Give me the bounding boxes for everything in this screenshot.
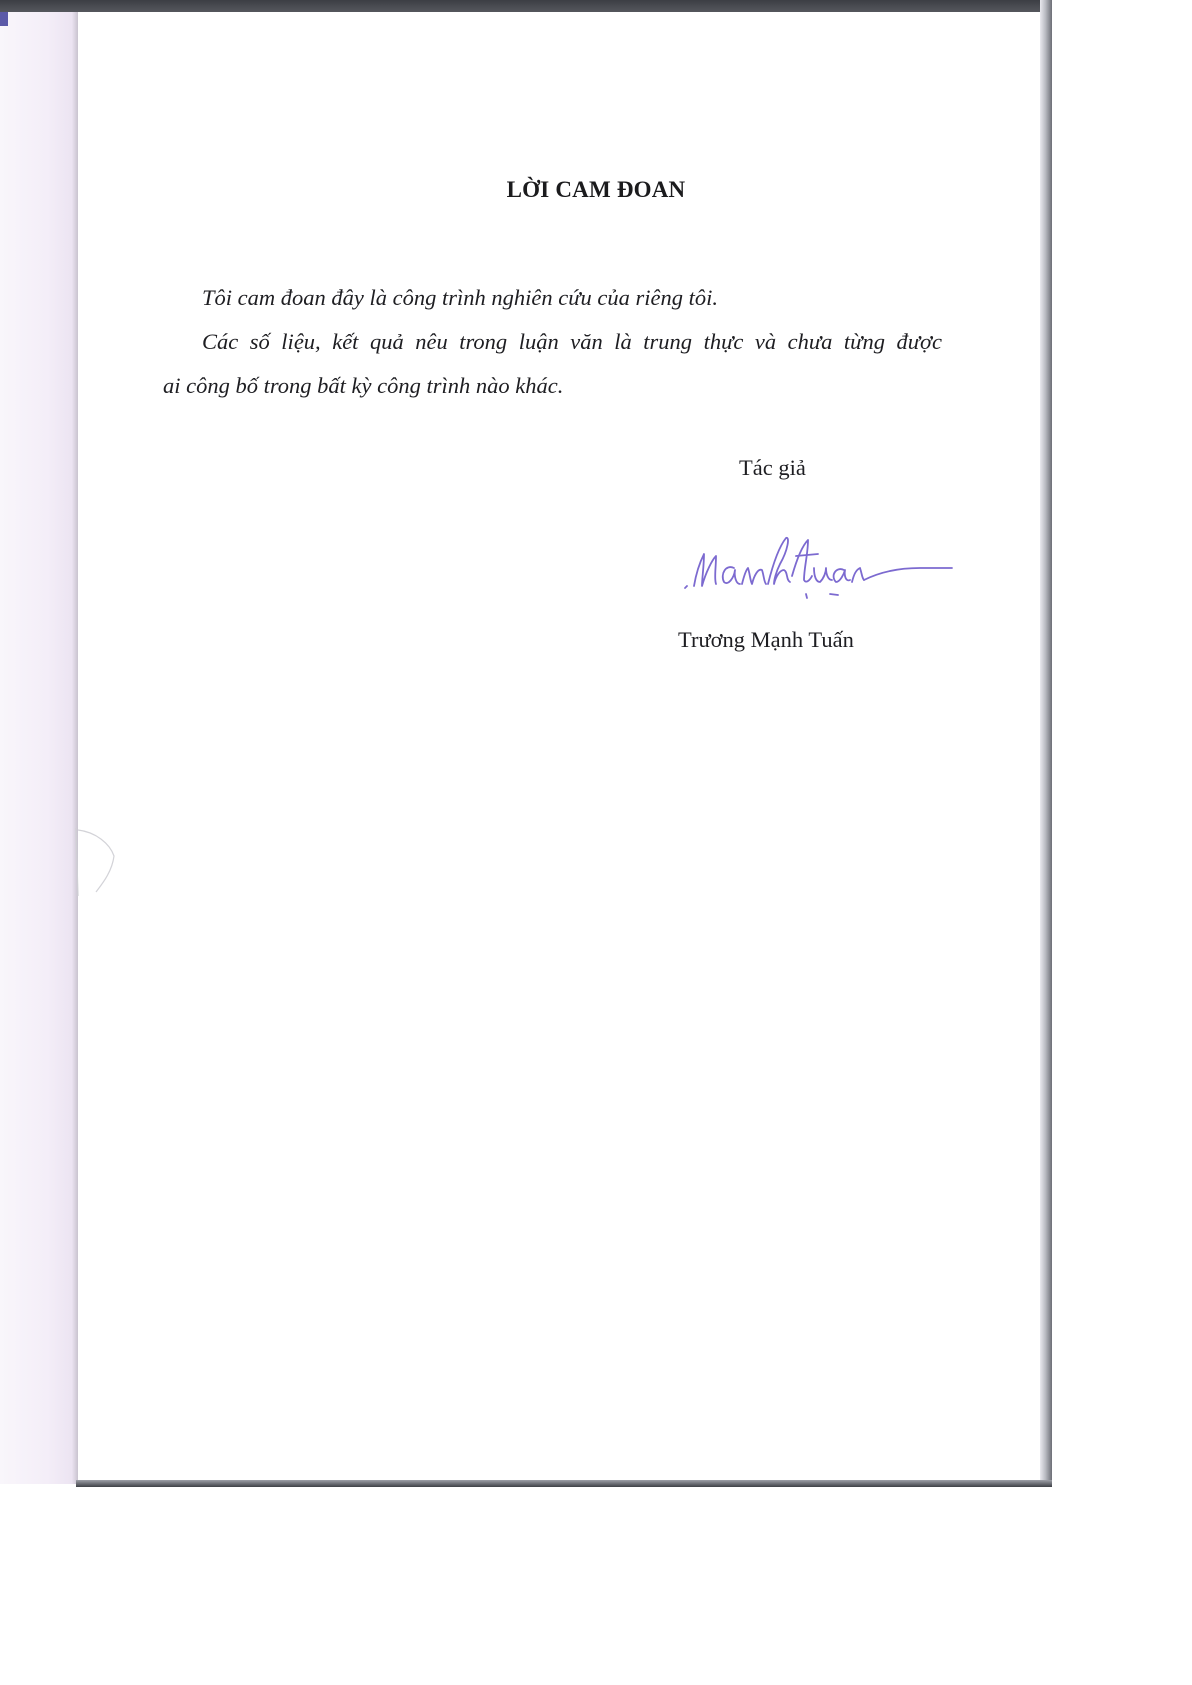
pencil-mark-icon [66,826,126,916]
binding-color-mark [0,12,8,26]
scanner-bottom-border [76,1480,1052,1487]
binding-strip [0,12,78,1484]
handwritten-signature [680,528,960,603]
paper-page [80,12,1040,1480]
page-title: LỜI CAM ĐOAN [506,177,686,202]
scanner-top-border [0,0,1052,12]
author-label: Tác giả [739,455,806,480]
page-right-edge [1040,0,1052,1486]
declaration-line-2: Các số liệu, kết quả nêu trong luận văn là trung thực và chưa từng được [202,329,942,354]
declaration-line-1: Tôi cam đoan đây là công trình nghiên cứu của riêng tôi. [202,285,718,310]
declaration-line-3: ai công bố trong bất kỳ công trình nào khác. [163,373,564,398]
author-name: Trương Mạnh Tuấn [678,627,854,652]
